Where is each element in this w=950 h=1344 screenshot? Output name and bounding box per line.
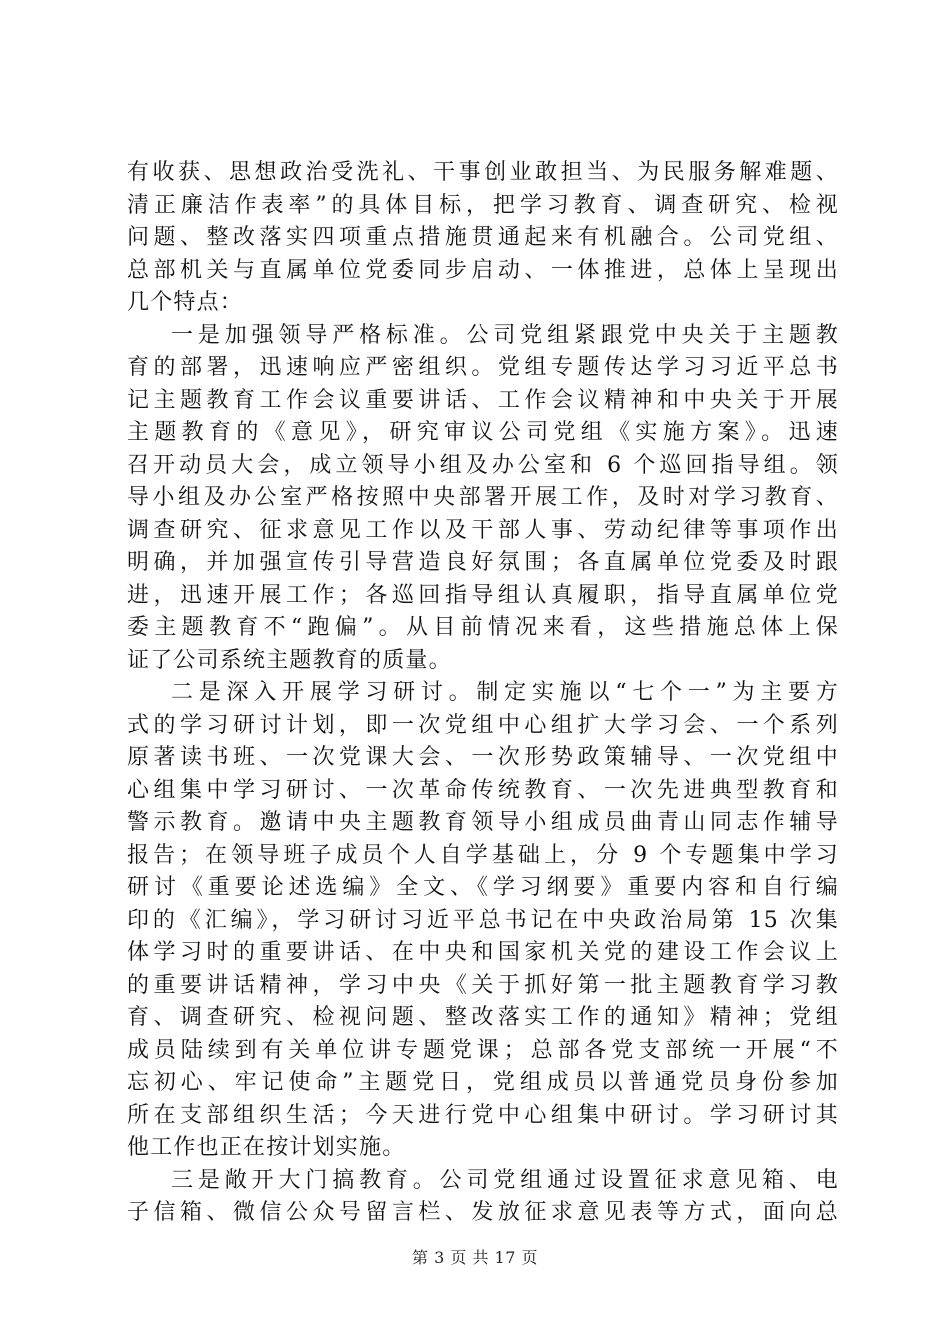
text-line: 召开动员大会，成立领导小组及办公室和 6 个巡回指导组。领: [127, 452, 839, 478]
text-line: 主题教育的《意见》，研究审议公司党组《实施方案》。迅速: [127, 420, 839, 445]
text-line: 育的部署，迅速响应严密组织。党组专题传达学习习近平总书: [127, 355, 839, 380]
text-line: 问题、整改落实四项重点措施贯通起来有机融合。公司党组、: [127, 225, 839, 250]
text-line: 几个特点：: [127, 290, 244, 315]
text-line: 所在支部组织生活；今天进行党中心组集中研讨。学习研讨其: [127, 1102, 839, 1128]
text-line: 忘初心、牢记使命”主题党日，党组成员以普通党员身份参加: [127, 1070, 839, 1095]
text-line: 有收获、思想政治受洗礼、干事创业敢担当、为民服务解难题、: [127, 160, 839, 185]
text-line: 导小组及办公室严格按照中央部署开展工作，及时对学习教育、: [127, 485, 839, 510]
text-line: 体学习时的重要讲话、在中央和国家机关党的建设工作会议上: [127, 940, 839, 965]
text-line: 子信箱、微信公众号留言栏、发放征求意见表等方式，面向总: [127, 1200, 839, 1225]
paragraph-first-line: 一是加强领导严格标准。公司党组紧跟党中央关于主题教: [171, 322, 839, 348]
paragraph-first-line: 三是敞开大门搞教育。公司党组通过设置征求意见箱、电: [171, 1167, 839, 1193]
text-line: 委主题教育不“跑偏”。从目前情况来看，这些措施总体上保: [127, 615, 839, 640]
text-line: 总部机关与直属单位党委同步启动、一体推进，总体上呈现出: [127, 257, 839, 283]
document-body: [127, 157, 839, 1230]
text-line: 成员陆续到有关单位讲专题党课；总部各党支部统一开展“不: [127, 1037, 839, 1063]
text-line: 记主题教育工作会议重要讲话、工作会议精神和中央关于开展: [127, 387, 839, 413]
text-line: 心组集中学习研讨、一次革命传统教育、一次先进典型教育和: [127, 777, 839, 803]
text-line: 原著读书班、一次党课大会、一次形势政策辅导、一次党组中: [127, 745, 839, 770]
page-footer: 第 3 页 共 17 页: [412, 1248, 538, 1267]
text-line: 他工作也正在按计划实施。: [127, 1135, 406, 1160]
text-line: 印的《汇编》，学习研讨习近平总书记在中央政治局第 15 次集: [127, 907, 839, 933]
text-line: 报告；在领导班子成员个人自学基础上，分 9 个专题集中学习: [127, 842, 839, 868]
text-line: 进，迅速开展工作；各巡回指导组认真履职，指导直属单位党: [127, 582, 839, 608]
text-line: 的重要讲话精神，学习中央《关于抓好第一批主题教育学习教: [127, 972, 839, 998]
text-line: 式的学习研讨计划，即一次党组中心组扩大学习会、一个系列: [127, 712, 839, 738]
text-line: 调查研究、征求意见工作以及干部人事、劳动纪律等事项作出: [127, 517, 839, 543]
text-line: 警示教育。邀请中央主题教育领导小组成员曲青山同志作辅导: [127, 810, 839, 835]
text-line: 育、调查研究、检视问题、整改落实工作的通知》精神；党组: [127, 1005, 839, 1030]
paragraph-first-line: 二是深入开展学习研讨。制定实施以“七个一”为主要方: [171, 680, 839, 705]
text-line: 研讨《重要论述选编》全文、《学习纲要》重要内容和自行编: [127, 875, 839, 900]
text-line: 证了公司系统主题教育的质量。: [127, 647, 452, 673]
text-line: 明确，并加强宣传引导营造良好氛围；各直属单位党委及时跟: [127, 550, 839, 575]
text-line: 清正廉洁作表率”的具体目标，把学习教育、调查研究、检视: [127, 192, 839, 218]
